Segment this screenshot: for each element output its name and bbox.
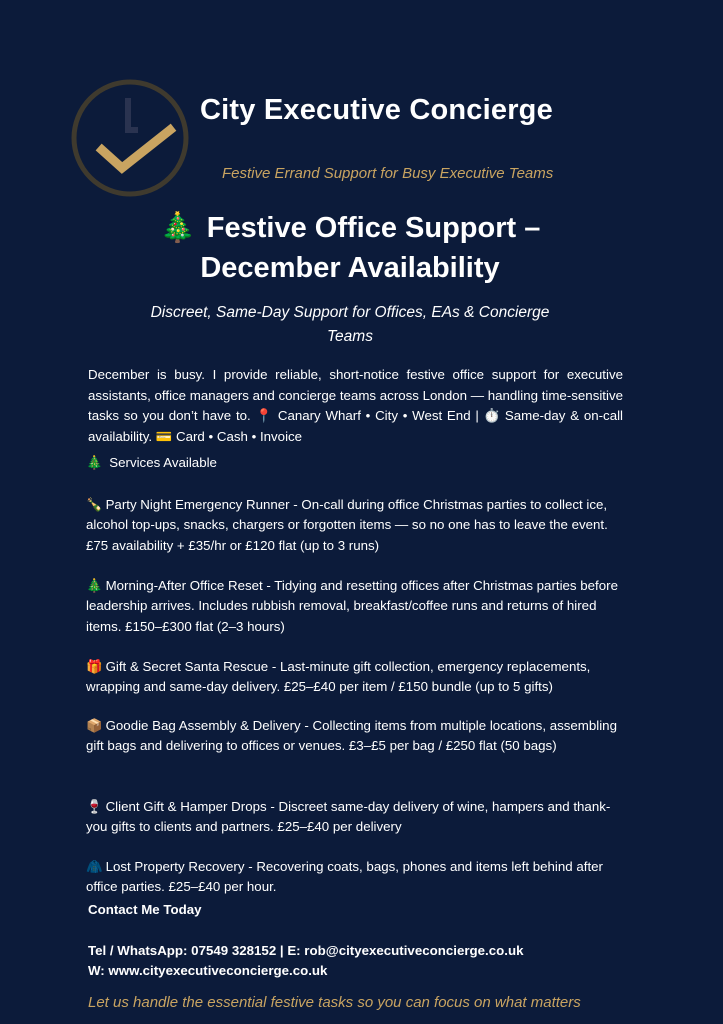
champagne-icon: 🍾 [86,497,103,512]
page-subtitle: Discreet, Same-Day Support for Offices, EAs & Concierge Teams [150,304,550,345]
coat-icon: 🧥 [86,859,103,874]
service-item-party-runner [86,495,626,556]
contact-phone-email: Tel / WhatsApp: 07549 328152 | E: rob@cityexecutiveconcierge.co.uk [88,943,524,958]
services-heading-text: Services Available [109,455,217,470]
gift-icon: 🎁 [86,659,103,674]
service-item-office-reset [86,576,626,637]
service-text: Goodie Bag Assembly & Delivery - Collecting items from multiple locations, assembling gift bags and delivering to offices or venues. £3–£5 per bag / £250 flat (50 bags) [86,718,617,754]
services-heading [86,455,217,471]
service-text: Gift & Secret Santa Rescue - Last-minute gift collection, emergency replacements, wrapping and same-day delivery. £25–£40 per item / £150 bundle (up to 5 gifts) [86,659,591,695]
service-text: Lost Property Recovery - Recovering coats, bags, phones and items left behind after office parties. £25–£40 per hour. [86,859,603,895]
christmas-tree-icon: 🎄 [86,455,103,470]
christmas-tree-icon: 🎄 [86,578,103,593]
wine-glass-icon: 🍷 [86,799,103,814]
brand-tagline: Festive Errand Support for Busy Executive Teams [222,165,554,182]
contact-heading: Contact Me Today [88,902,202,917]
page-title [100,208,600,288]
closing-line: Let us handle the essential festive tasks so you can focus on what matters [88,994,581,1011]
intro-paragraph: December is busy. I provide reliable, short-notice festive office support for executive assistants, office managers and concierge teams across London — handling time-sensitive tasks so you don’t have to. 📍 Canary Wharf • City • West End | ⏱️ Same-day & on-call availability. 💳 Card • Cash • Invoice [88,367,623,444]
service-text: Party Night Emergency Runner - On-call during office Christmas parties to collect ice, alcohol top-ups, snacks, chargers or forgotten items — so no one has to leave the event. £75 availability + £35/hr or £120 flat (up to 3 runs) [86,497,608,553]
service-text: Morning-After Office Reset - Tidying and resetting offices after Christmas parties before leadership arrives. Includes rubbish removal, breakfast/coffee runs and returns of hired items. £150–£300 flat (2–3 hours) [86,578,618,634]
service-item-hamper-drops [86,797,626,838]
contact-website: W: www.cityexecutiveconcierge.co.uk [88,963,328,978]
brand-name: City Executive Concierge [200,94,553,126]
clock-checkmark-icon [70,78,190,198]
service-item-goodie-bags [86,716,626,757]
service-text: Client Gift & Hamper Drops - Discreet same-day delivery of wine, hampers and thank-you gifts to clients and partners. £25–£40 per delivery [86,799,611,835]
package-icon: 📦 [86,718,103,733]
service-item-gift-rescue [86,657,626,698]
service-item-lost-property [86,857,626,898]
page-title-text: Festive Office Support – December Availability [200,212,541,284]
christmas-tree-icon: 🎄 [159,212,196,244]
